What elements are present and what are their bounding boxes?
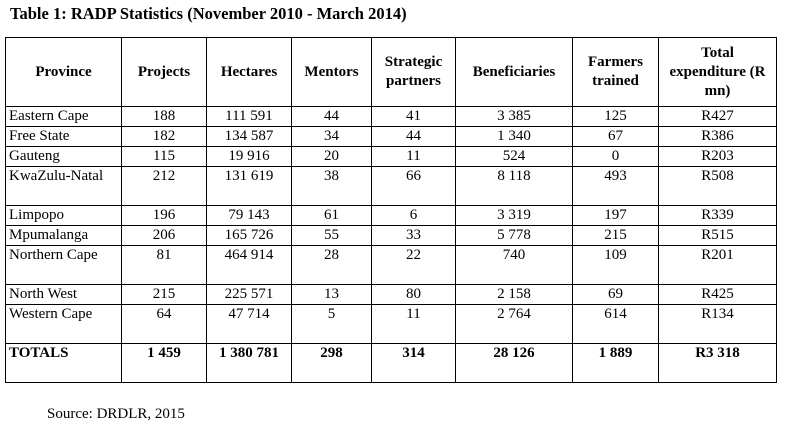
table-row <box>6 167 777 206</box>
table-row <box>6 127 777 147</box>
beneficiaries-cell: 5 778 <box>456 226 573 246</box>
province-cell: Mpumalanga <box>6 226 122 246</box>
header-hectares: Hectares <box>207 38 292 107</box>
expenditure-cell: R425 <box>659 285 777 305</box>
expenditure-cell: R508 <box>659 167 777 206</box>
province-cell: KwaZulu-Natal <box>6 167 122 206</box>
totals-row <box>6 344 777 383</box>
farmers-trained-cell: 125 <box>573 107 659 127</box>
expenditure-cell: R134 <box>659 305 777 344</box>
mentors-cell: 55 <box>292 226 372 246</box>
table-row <box>6 226 777 246</box>
province-cell: Western Cape <box>6 305 122 344</box>
partners-cell: 66 <box>372 167 456 206</box>
projects-cell: 212 <box>122 167 207 206</box>
hectares-cell: 79 143 <box>207 206 292 226</box>
mentors-cell: 28 <box>292 246 372 285</box>
province-cell: Gauteng <box>6 147 122 167</box>
total-beneficiaries: 28 126 <box>456 344 573 383</box>
farmers-trained-cell: 493 <box>573 167 659 206</box>
header-farmers-trained: Farmers trained <box>573 38 659 107</box>
farmers-trained-cell: 0 <box>573 147 659 167</box>
projects-cell: 64 <box>122 305 207 344</box>
expenditure-cell: R515 <box>659 226 777 246</box>
projects-cell: 188 <box>122 107 207 127</box>
total-hectares: 1 380 781 <box>207 344 292 383</box>
expenditure-cell: R201 <box>659 246 777 285</box>
expenditure-cell: R386 <box>659 127 777 147</box>
projects-cell: 215 <box>122 285 207 305</box>
beneficiaries-cell: 3 319 <box>456 206 573 226</box>
hectares-cell: 111 591 <box>207 107 292 127</box>
table-row <box>6 206 777 226</box>
beneficiaries-cell: 1 340 <box>456 127 573 147</box>
radp-statistics-table <box>5 37 777 383</box>
source-note: Source: DRDLR, 2015 <box>47 406 185 422</box>
mentors-cell: 38 <box>292 167 372 206</box>
partners-cell: 11 <box>372 305 456 344</box>
farmers-trained-cell: 614 <box>573 305 659 344</box>
hectares-cell: 165 726 <box>207 226 292 246</box>
table-row <box>6 246 777 285</box>
projects-cell: 115 <box>122 147 207 167</box>
table-row <box>6 285 777 305</box>
province-cell: Free State <box>6 127 122 147</box>
hectares-cell: 464 914 <box>207 246 292 285</box>
mentors-cell: 34 <box>292 127 372 147</box>
farmers-trained-cell: 67 <box>573 127 659 147</box>
province-cell: Eastern Cape <box>6 107 122 127</box>
beneficiaries-cell: 2 158 <box>456 285 573 305</box>
mentors-cell: 44 <box>292 107 372 127</box>
header-total-expenditure: Total expenditure (R mn) <box>659 38 777 107</box>
projects-cell: 182 <box>122 127 207 147</box>
total-farmers-trained: 1 889 <box>573 344 659 383</box>
total-projects: 1 459 <box>122 344 207 383</box>
province-cell: Northern Cape <box>6 246 122 285</box>
mentors-cell: 20 <box>292 147 372 167</box>
partners-cell: 22 <box>372 246 456 285</box>
expenditure-cell: R427 <box>659 107 777 127</box>
hectares-cell: 225 571 <box>207 285 292 305</box>
table-title: Table 1: RADP Statistics (November 2010 - March 2014) <box>10 4 407 23</box>
beneficiaries-cell: 740 <box>456 246 573 285</box>
farmers-trained-cell: 197 <box>573 206 659 226</box>
hectares-cell: 134 587 <box>207 127 292 147</box>
header-strategic-partners: Strategic partners <box>372 38 456 107</box>
partners-cell: 44 <box>372 127 456 147</box>
header-row <box>6 38 777 107</box>
table-row <box>6 107 777 127</box>
province-cell: Limpopo <box>6 206 122 226</box>
partners-cell: 33 <box>372 226 456 246</box>
table-row <box>6 147 777 167</box>
mentors-cell: 61 <box>292 206 372 226</box>
header-beneficiaries: Beneficiaries <box>456 38 573 107</box>
farmers-trained-cell: 215 <box>573 226 659 246</box>
hectares-cell: 131 619 <box>207 167 292 206</box>
header-projects: Projects <box>122 38 207 107</box>
hectares-cell: 19 916 <box>207 147 292 167</box>
partners-cell: 41 <box>372 107 456 127</box>
partners-cell: 80 <box>372 285 456 305</box>
header-province: Province <box>6 38 122 107</box>
total-mentors: 298 <box>292 344 372 383</box>
farmers-trained-cell: 69 <box>573 285 659 305</box>
expenditure-cell: R203 <box>659 147 777 167</box>
mentors-cell: 5 <box>292 305 372 344</box>
hectares-cell: 47 714 <box>207 305 292 344</box>
expenditure-cell: R339 <box>659 206 777 226</box>
partners-cell: 6 <box>372 206 456 226</box>
partners-cell: 11 <box>372 147 456 167</box>
projects-cell: 206 <box>122 226 207 246</box>
projects-cell: 196 <box>122 206 207 226</box>
table-row <box>6 305 777 344</box>
beneficiaries-cell: 2 764 <box>456 305 573 344</box>
beneficiaries-cell: 524 <box>456 147 573 167</box>
province-cell: North West <box>6 285 122 305</box>
total-expenditure: R3 318 <box>659 344 777 383</box>
mentors-cell: 13 <box>292 285 372 305</box>
header-mentors: Mentors <box>292 38 372 107</box>
beneficiaries-cell: 3 385 <box>456 107 573 127</box>
totals-label: TOTALS <box>6 344 122 383</box>
total-partners: 314 <box>372 344 456 383</box>
farmers-trained-cell: 109 <box>573 246 659 285</box>
beneficiaries-cell: 8 118 <box>456 167 573 206</box>
projects-cell: 81 <box>122 246 207 285</box>
